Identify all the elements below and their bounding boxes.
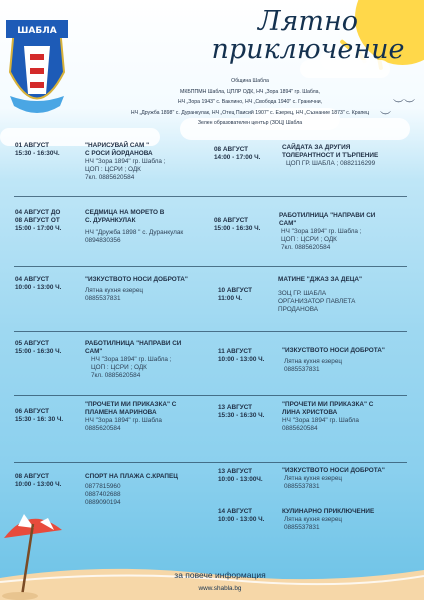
row-divider [14, 331, 407, 332]
event-datetime: 13 АВГУСТ 15:30 - 16:30 Ч. [218, 404, 265, 420]
row-divider [14, 395, 407, 396]
more-info-label: за повече информация [174, 570, 266, 580]
event-details: САЙДАТА ЗА ДРУГИЯ ТОЛЕРАНТНОСТ И ТЪРПЕНИЕ ЦОП ГР. ШАБЛА ; 0882116299 [282, 144, 379, 168]
organizer-line: НЧ „Зора 1943" с. Ваклино, НЧ „Свобода 1940" с. Гранични, [177, 99, 323, 105]
page-title [208, 8, 408, 64]
event-datetime: 14 АВГУСТ 10:00 - 13:00 Ч. [218, 508, 265, 524]
event-details: КУЛИНАРНО ПРИКЛЮЧЕНИЕ Лятна кухня езерец 0885537831 [282, 508, 375, 532]
row-divider [14, 266, 407, 267]
website-link[interactable]: www.shabla.bg [198, 585, 242, 592]
row-divider [14, 462, 407, 463]
event-details: РАБОТИЛНИЦА "НАПРАВИ СИ САМ" НЧ "Зора 1894" гр. Шабла ; ЦОП : ЦСРИ ; ОДК 7кл. 0885620584 [85, 340, 182, 380]
event-datetime: 08 АВГУСТ 10:00 - 13:00 Ч. [15, 473, 62, 489]
bird-icon: ︶ [380, 110, 391, 123]
event-details: "ПРОЧЕТИ МИ ПРИКАЗКА" С ЛИНА ХРИСТОВА НЧ "Зора 1894" гр. Шабла 0885620584 [282, 401, 374, 433]
event-details: "НАРИСУВАЙ САМ " С РОСИ ЙОРДАНОВА НЧ "Зора 1894" гр. Шабла ; ЦОП : ЦСРИ ; ОДК 7кл. 0885620584 [85, 142, 166, 182]
beach-umbrella-icon [0, 500, 80, 600]
title-line-2: приключение [211, 34, 405, 65]
event-datetime: 11 АВГУСТ 10:00 - 13:00 Ч. [218, 348, 265, 364]
organizer-line: Зелен образователен център (ЗОЦ) Шабла [197, 120, 303, 126]
event-details: "ИЗКУСТВОТО НОСИ ДОБРОТА" Лятна кухня езерец 0885537831 [282, 347, 385, 374]
event-details: РАБОТИЛНИЦА "НАПРАВИ СИ САМ" НЧ "Зора 1894" гр. Шабла ; ЦОП : ЦСРИ ; ОДК 7кл. 0885620584 [279, 212, 376, 252]
organizer-line: НЧ „Дружба 1898" с. Дуранкулак, НЧ „Отец Паисий 1907" с. Езерец, НЧ „Съзнание 1873" с. Крапец [130, 109, 370, 116]
organizer-line: Община Шабла [231, 78, 269, 84]
event-datetime: 08 АВГУСТ 15:00 - 16:30 Ч. [214, 217, 261, 233]
event-datetime: 08 АВГУСТ 14:00 - 17:00 Ч. [214, 146, 261, 162]
shabla-crest-logo [6, 20, 68, 128]
organizers-block [100, 76, 400, 129]
event-details: "ПРОЧЕТИ МИ ПРИКАЗКА" С ПЛАМЕНА МАРИНОВА НЧ "Зора 1894" гр. Шабла 0885620584 [85, 401, 177, 433]
event-details: СЕДМИЦА НА МОРЕТО В С. ДУРАНКУЛАК НЧ "Дружба 1898 " с. Дуранкулак 0894830356 [85, 209, 184, 245]
event-datetime: 05 АВГУСТ 15:00 - 16:30 Ч. [15, 340, 62, 356]
event-details: МАТИНЕ "ДЖАЗ ЗА ДЕЦА" ЗОЦ ГР. ШАБЛА ОРГАНИЗАТОР ПАВЛЕТА ПРОДАНОВА [278, 276, 363, 314]
organizer-line: МКБППМН Шабла, ЦПЛР ОДК, НЧ „Зора 1894" гр. Шабла, [180, 88, 320, 95]
row-divider [14, 196, 407, 197]
event-datetime: 06 АВГУСТ 15:30 - 16: 30 Ч. [15, 408, 64, 424]
event-datetime: 01 АВГУСТ 15:30 - 16:30Ч. [15, 142, 60, 158]
bird-icon: ︶︶ [393, 98, 415, 111]
event-datetime: 04 АВГУСТ ДО 08 АВГУСТ ОТ 15:00 - 17:00 Ч. [15, 209, 62, 233]
event-details: "ИЗКУСТВОТО НОСИ ДОБРОТА" Лятна кухня езерец 0885537831 [85, 276, 188, 303]
svg-text:ШАБЛА: ШАБЛА [17, 26, 57, 36]
event-datetime: 13 АВГУСТ 10:00 - 13:00Ч. [218, 468, 263, 484]
event-details: СПОРТ НА ПЛАЖА С.КРАПЕЦ 0877815960 0887402688 0889090194 [85, 473, 178, 507]
event-datetime: 04 АВГУСТ 10:00 - 13:00 Ч. [15, 276, 62, 292]
title-line-1: Лятно [257, 6, 359, 37]
event-details: "ИЗКУСТВОТО НОСИ ДОБРОТА" Лятна кухня езерец 0885537831 [282, 467, 385, 491]
event-datetime: 10 АВГУСТ 11:00 Ч. [218, 287, 253, 303]
